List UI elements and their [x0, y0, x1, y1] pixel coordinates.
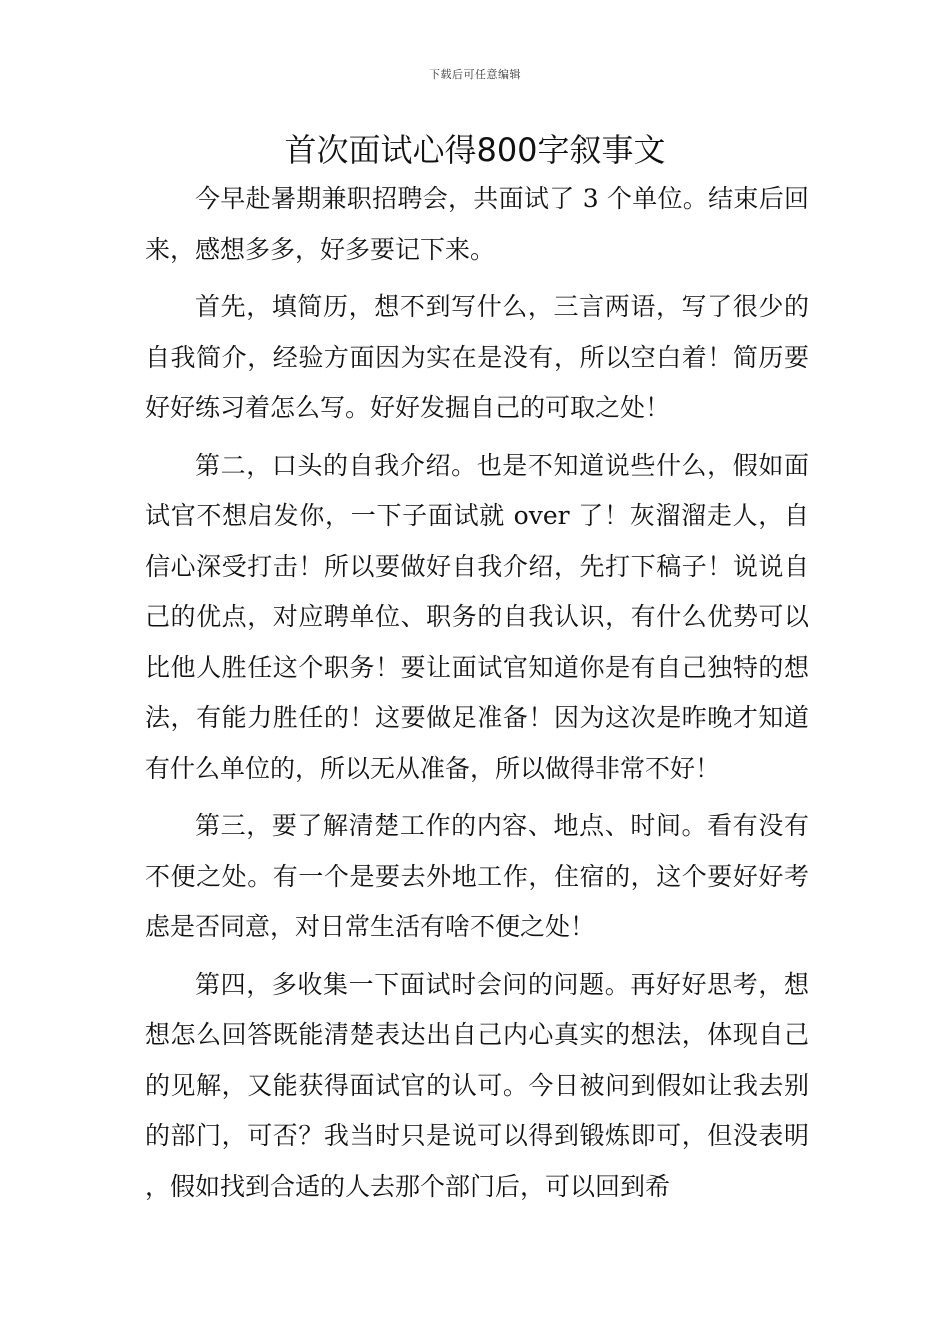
- document-body: [145, 174, 809, 1219]
- paragraph-first: 首先，填简历，想不到写什么，三言两语，写了很少的自我简介，经验方面因为实在是没有，所以空白着！简历要好好练习着怎么写。好好发掘自己的可取之处！: [145, 292, 809, 422]
- paragraph-second: 第二，口头的自我介绍。也是不知道说些什么，假如面试官不想启发你，一下子面试就 over 了！灰溜溜走人，自信心深受打击！所以要做好自我介绍，先打下稿子！说说自己的优点，对应聘单位、职务的自我认识，有什么优势可以比他人胜任这个职务！要让面试官知道你是有自己独特的想法，有能力胜任的！这要做足准备！因为这次是昨晚才知道有什么单位的，所以无从准备，所以做得非常不好！: [145, 450, 809, 783]
- paragraph-intro: 今早赴暑期兼职招聘会，共面试了 3 个单位。结束后回来，感想多多，好多要记下来。: [145, 184, 809, 264]
- paragraph-third: 第三，要了解清楚工作的内容、地点、时间。看有没有不便之处。有一个是要去外地工作，住宿的，这个要好好考虑是否同意，对日常生活有啥不便之处！: [145, 811, 809, 941]
- header-note: 下载后可任意编辑: [429, 68, 521, 81]
- paragraph-fourth: 第四，多收集一下面试时会问的问题。再好好思考，想想怎么回答既能清楚表达出自己内心真实的想法，体现自己的见解，又能获得面试官的认可。今日被问到假如让我去别的部门，可否？我当时只是说可以得到锻炼即可，但没表明，假如找到合适的人去那个部门后，可以回到希: [145, 969, 809, 1201]
- document-title: 首次面试心得800字叙事文: [284, 131, 666, 169]
